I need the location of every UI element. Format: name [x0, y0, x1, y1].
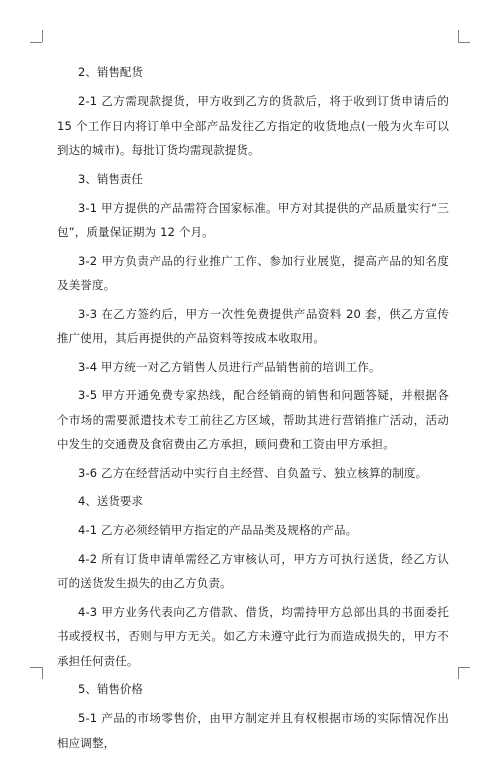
clause-3-4: 3-4 甲方统一对乙方销售人员进行产品销售前的培训工作。	[78, 359, 381, 374]
document-body	[57, 60, 449, 759]
clause-3-5: 3-5 甲方开通免费专家热线，配合经销商的销售和问题答疑，并根据各个市场的需要派遣技术专工前往乙方区域，帮助其进行营销推广活动，活动中发生的交通费及食宿费由乙方承担，顾问费和工资由甲方承担。	[57, 388, 449, 451]
clause-4-3: 4-3 甲方业务代表向乙方借款、借货，均需持甲方总部出具的书面委托书或授权书，否则与甲方无关。如乙方未遵守此行为而造成损失的，甲方不承担任何责任。	[57, 604, 449, 668]
crop-mark-top-right-v	[458, 30, 459, 42]
clause-4-1: 4-1 乙方必须经销甲方指定的产品品类及规格的产品。	[78, 523, 358, 537]
section-heading-sales-distribution: 2、销售配货	[78, 65, 143, 79]
clause-3-3: 3-3 在乙方签约后，甲方一次性免费提供产品资料 20 套，供乙方宣传推广使用，其后再提供的产品资料等按成本收取用。	[57, 306, 449, 345]
section-heading-delivery-requirements: 4、送货要求	[78, 494, 143, 508]
crop-mark-top-left-v	[42, 30, 43, 42]
crop-mark-top-right-h	[458, 42, 470, 43]
clause-3-2: 3-2 甲方负责产品的行业推广工作、参加行业展览，提高产品的知名度及美誉度。	[57, 253, 449, 292]
clause-3-6: 3-6 乙方在经营活动中实行自主经营、自负盈亏、独立核算的制度。	[78, 465, 428, 480]
crop-mark-top-left-h	[30, 42, 42, 43]
clause-2-1: 2-1 乙方需现款提货，甲方收到乙方的货款后，将于收到订货申请后的 15 个工作日内将订单中全部产品发往乙方指定的收货地点(一般为火车可以到达的城市)。每批订货均需现款提货。	[57, 94, 449, 157]
crop-mark-bottom-right-h	[458, 667, 470, 668]
clause-4-2: 4-2 所有订货申请单需经乙方审核认可，甲方方可执行送货，经乙方认可的送货发生损失的由乙方负责。	[57, 551, 449, 590]
clause-5-1: 5-1 产品的市场零售价，由甲方制定并且有权根据市场的实际情况作出相应调整，	[57, 711, 449, 750]
crop-mark-bottom-left-v	[42, 667, 43, 679]
section-heading-sales-responsibility: 3、销售责任	[78, 171, 143, 186]
clause-3-1: 3-1 甲方提供的产品需符合国家标准。甲方对其提供的产品质量实行“三包”，质量保证期为 12 个月。	[57, 200, 449, 239]
crop-mark-bottom-left-h	[30, 667, 42, 668]
section-heading-sales-price: 5、销售价格	[78, 682, 143, 696]
crop-mark-bottom-right-v	[458, 667, 459, 679]
